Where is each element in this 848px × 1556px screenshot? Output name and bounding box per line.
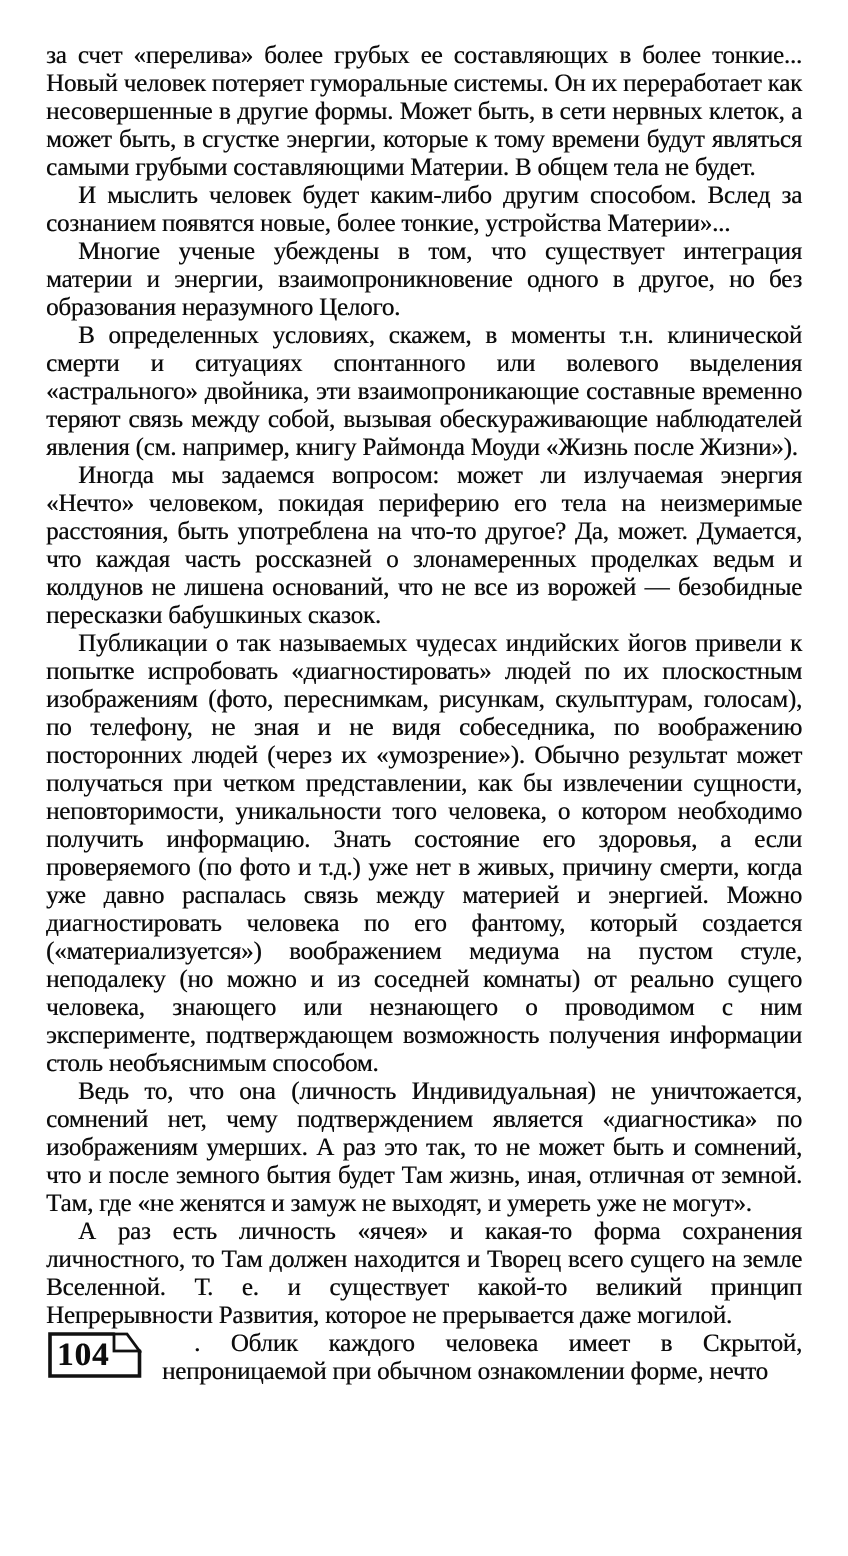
paragraph-4: В определенных условиях, скажем, в моменты т.н. клинической смерти и ситуациях спонтанного или волевого выделения «астрального» двойника, эти взаимопроникающие составные временно теряют связь между собой, вызывая обескураживающие наблюдателей явления (см. например, книгу Раймонда Моуди «Жизнь после Жизни»). — [46, 322, 802, 461]
paragraph-5: Иногда мы задаемся вопросом: может ли излучаемая энергия «Нечто» человеком, покидая периферию его тела на неизмеримые расстояния, быть употреблена на что-то другое? Да, может. Думается, что каждая часть россказней о злонамеренных проделках ведьм и колдунов не лишена оснований, что не все из ворожей — безобидные пересказки бабушкиных сказок. — [46, 462, 802, 629]
paragraph-7: Ведь то, что она (личность Индивидуальная) не уничтожается, сомнений нет, чему подтверждением является «диагностика» по изображениям умерших. А раз это так, то не может быть и сомнений, что и после земного бытия будет Там жизнь, иная, отличная от земной. Там, где «не женятся и замуж не выходят, и умереть уже не могут». — [46, 1078, 802, 1217]
paragraph-2: И мыслить человек будет каким-либо другим способом. Вслед за сознанием появятся новые, более тонкие, устройства Материи»... — [46, 182, 802, 237]
paragraph-9 — [46, 1330, 802, 1386]
page-number: 104 — [57, 1337, 110, 1373]
paragraph-6: Публикации о так называемых чудесах индийских йогов привели к попытке испробовать «диагностировать» людей по их плоскостным изображениям (фото, переснимкам, рисункам, скульптурам, голосам), по телефону, не зная и не видя собеседника, по воображению посторонних людей (через их «умозрение»). Обычно результат может получаться при четком представлении, как бы извлечении сущности, неповторимости, уникальности того человека, о котором необходимо получить информацию. Знать состояние его здоровья, а если проверяемого (по фото и т.д.) уже нет в живых, причину смерти, когда уже давно распалась связь между материей и энергией. Можно диагностировать человека по его фантому, который создается («материализуется») воображением медиума на пустом стуле, неподалеку (но можно и из соседней комнаты) от реально сущего человека, знающего или незнающего о проводимом с ним эксперименте, подтверждающем возможность получения информации столь необъяснимым способом. — [46, 630, 802, 1077]
paragraph-9-text: . Облик каждого человека имеет в Скрытой, непроницаемой при обычном ознакомлении форме, нечто — [162, 1330, 802, 1385]
page-text — [46, 42, 802, 1386]
page-number-box — [48, 1332, 142, 1378]
paragraph-3: Многие ученые убеждены в том, что существует интеграция материи и энергии, взаимопроникновение одного в другое, но без образования неразумного Целого. — [46, 238, 802, 321]
paragraph-1: за счет «перелива» более грубых ее составляющих в более тонкие... Новый человек потеряет гуморальные системы. Он их переработает как несовершенные в другие формы. Может быть, в сети нервных клеток, а может быть, в сгустке энергии, которые к тому времени будут являться самыми грубыми составляющими Материи. В общем тела не будет. — [46, 42, 802, 181]
paragraph-8: А раз есть личность «ячея» и какая-то форма сохранения личностного, то Там должен находится и Творец всего сущего на земле Вселенной. Т. е. и существует какой-то великий принцип Непрерывности Развития, которое не прерывается даже могилой. — [46, 1218, 802, 1329]
